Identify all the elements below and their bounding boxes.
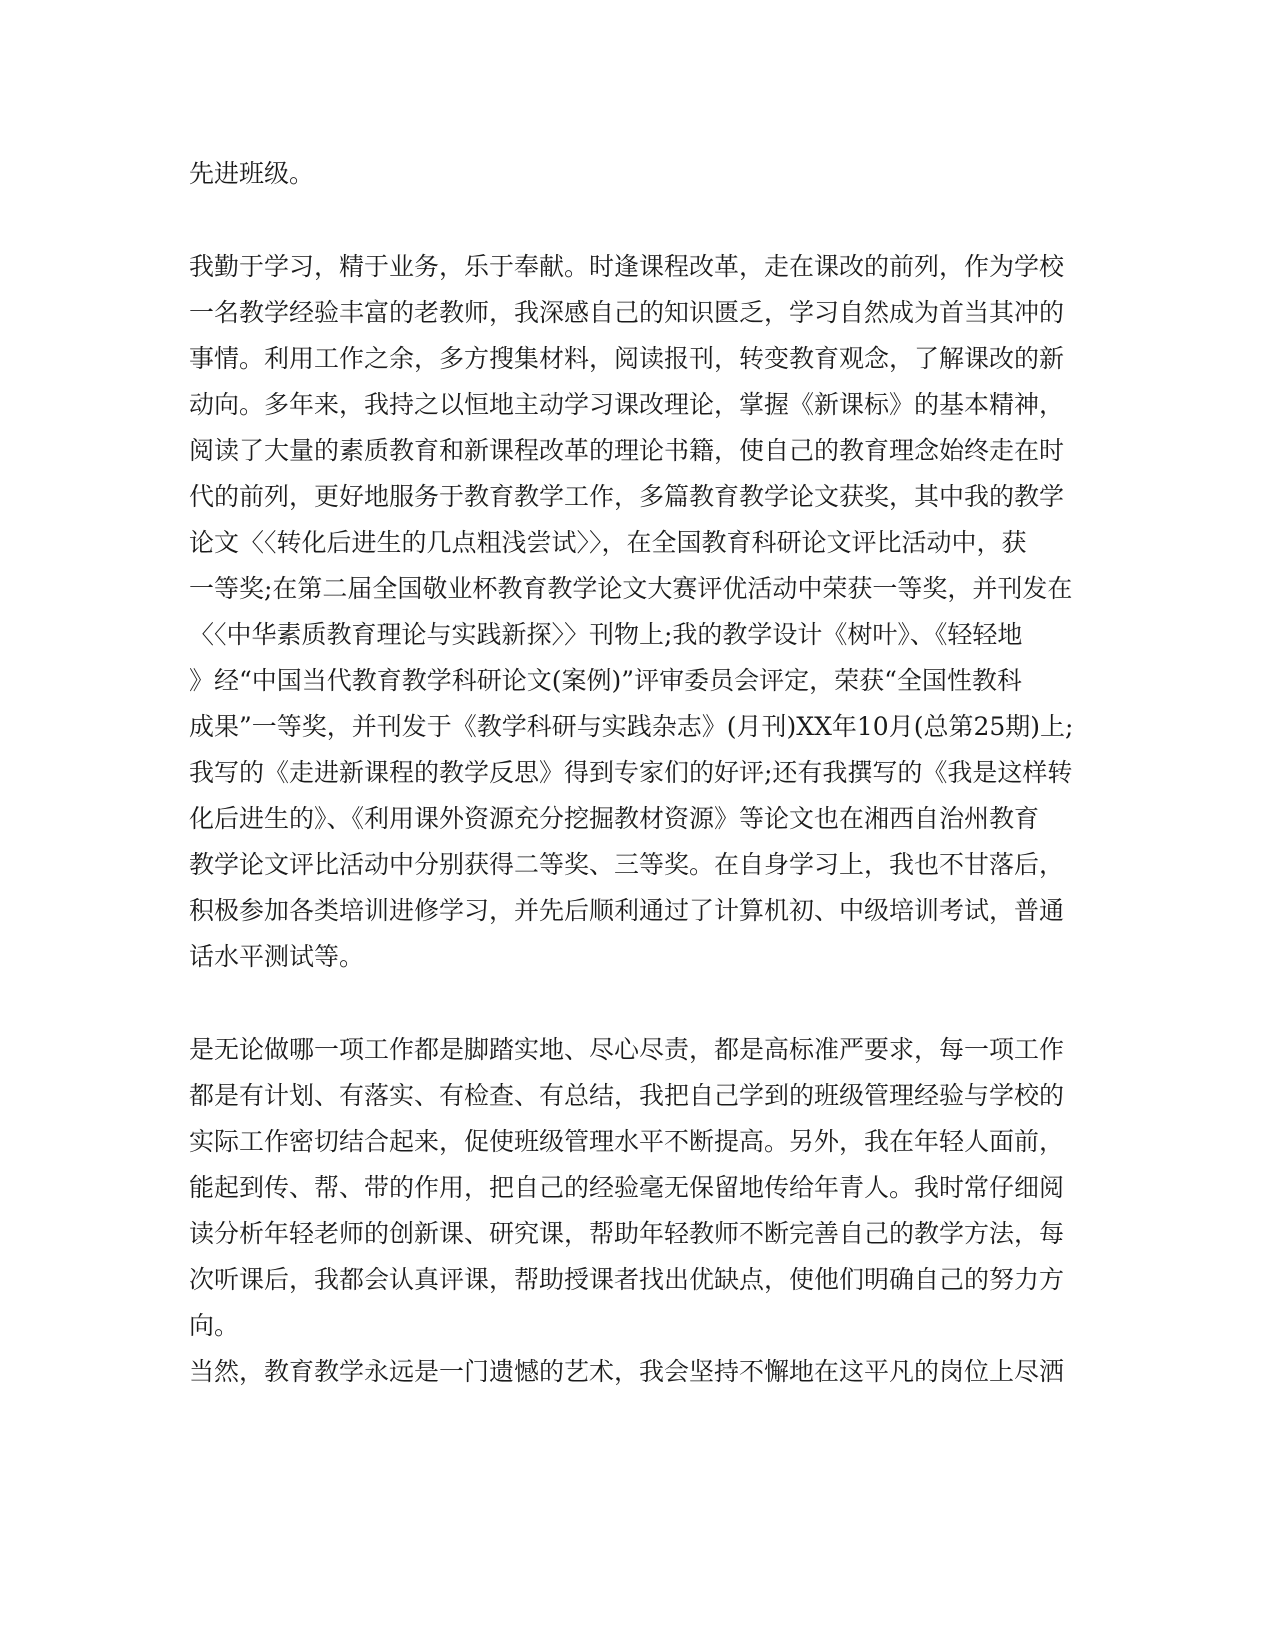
text-line: 成果”一等奖，并刊发于《教学科研与实践杂志》(月刊)XX年10月(总第25期)上; <box>189 712 1074 741</box>
text-line: 化后进生的》、《利用课外资源充分挖掘教材资源》等论文也在湘西自治州教育 <box>189 804 1040 833</box>
text-line: 阅读了大量的素质教育和新课程改革的理论书籍，使自己的教育理念始终走在时 <box>189 436 1065 465</box>
text-line: 向。 <box>189 1311 240 1340</box>
text-line: 一等奖;在第二届全国敬业杯教育教学论文大赛评优活动中荣获一等奖，并刊发在 <box>189 574 1073 603</box>
text-line: 代的前列，更好地服务于教育教学工作，多篇教育教学论文获奖，其中我的教学 <box>189 482 1065 511</box>
text-line: 论文〈〈转化后进生的几点粗浅尝试〉〉，在全国教育科研论文评比活动中，获 <box>189 528 1027 557</box>
text-line: 读分析年轻老师的创新课、研究课，帮助年轻教师不断完善自己的教学方法，每 <box>189 1219 1065 1248</box>
text-line: 》经“中国当代教育教学科研论文(案例)”评审委员会评定，荣获“全国性教科 <box>189 666 1022 695</box>
text-line: 动向。多年来，我持之以恒地主动学习课改理论，掌握《新课标》的基本精神， <box>189 390 1065 419</box>
text-line: 是无论做哪一项工作都是脚踏实地、尽心尽责，都是高标准严要求，每一项工作 <box>189 1035 1065 1064</box>
text-line: 积极参加各类培训进修学习，并先后顺利通过了计算机初、中级培训考试，普通 <box>189 896 1065 925</box>
text-line: 教学论文评比活动中分别获得二等奖、三等奖。在自身学习上，我也不甘落后， <box>189 850 1065 879</box>
text-line: 能起到传、帮、带的作用，把自己的经验毫无保留地传给年青人。我时常仔细阅 <box>189 1173 1065 1202</box>
text-line: 我勤于学习，精于业务，乐于奉献。时逢课程改革，走在课改的前列，作为学校 <box>189 252 1065 281</box>
text-line: 一名教学经验丰富的老教师，我深感自己的知识匮乏，学习自然成为首当其冲的 <box>189 298 1065 327</box>
text-line: 实际工作密切结合起来，促使班级管理水平不断提高。另外，我在年轻人面前， <box>189 1127 1065 1156</box>
text-line: 话水平测试等。 <box>189 942 365 971</box>
text-line: 都是有计划、有落实、有检查、有总结，我把自己学到的班级管理经验与学校的 <box>189 1081 1065 1110</box>
text-line: 〈〈中华素质教育理论与实践新探〉〉刊物上;我的教学设计《树叶》、《轻轻地 <box>189 620 1023 649</box>
text-line: 我写的《走进新课程的教学反思》得到专家们的好评;还有我撰写的《我是这样转 <box>189 758 1073 787</box>
text-line: 事情。利用工作之余，多方搜集材料，阅读报刊，转变教育观念，了解课改的新 <box>189 344 1065 373</box>
text-line: 次听课后，我都会认真评课，帮助授课者找出优缺点，使他们明确自己的努力方 <box>189 1265 1065 1294</box>
text-line: 当然，教育教学永远是一门遗憾的艺术，我会坚持不懈地在这平凡的岗位上尽洒 <box>189 1357 1065 1386</box>
text-line: 先进班级。 <box>189 159 315 188</box>
